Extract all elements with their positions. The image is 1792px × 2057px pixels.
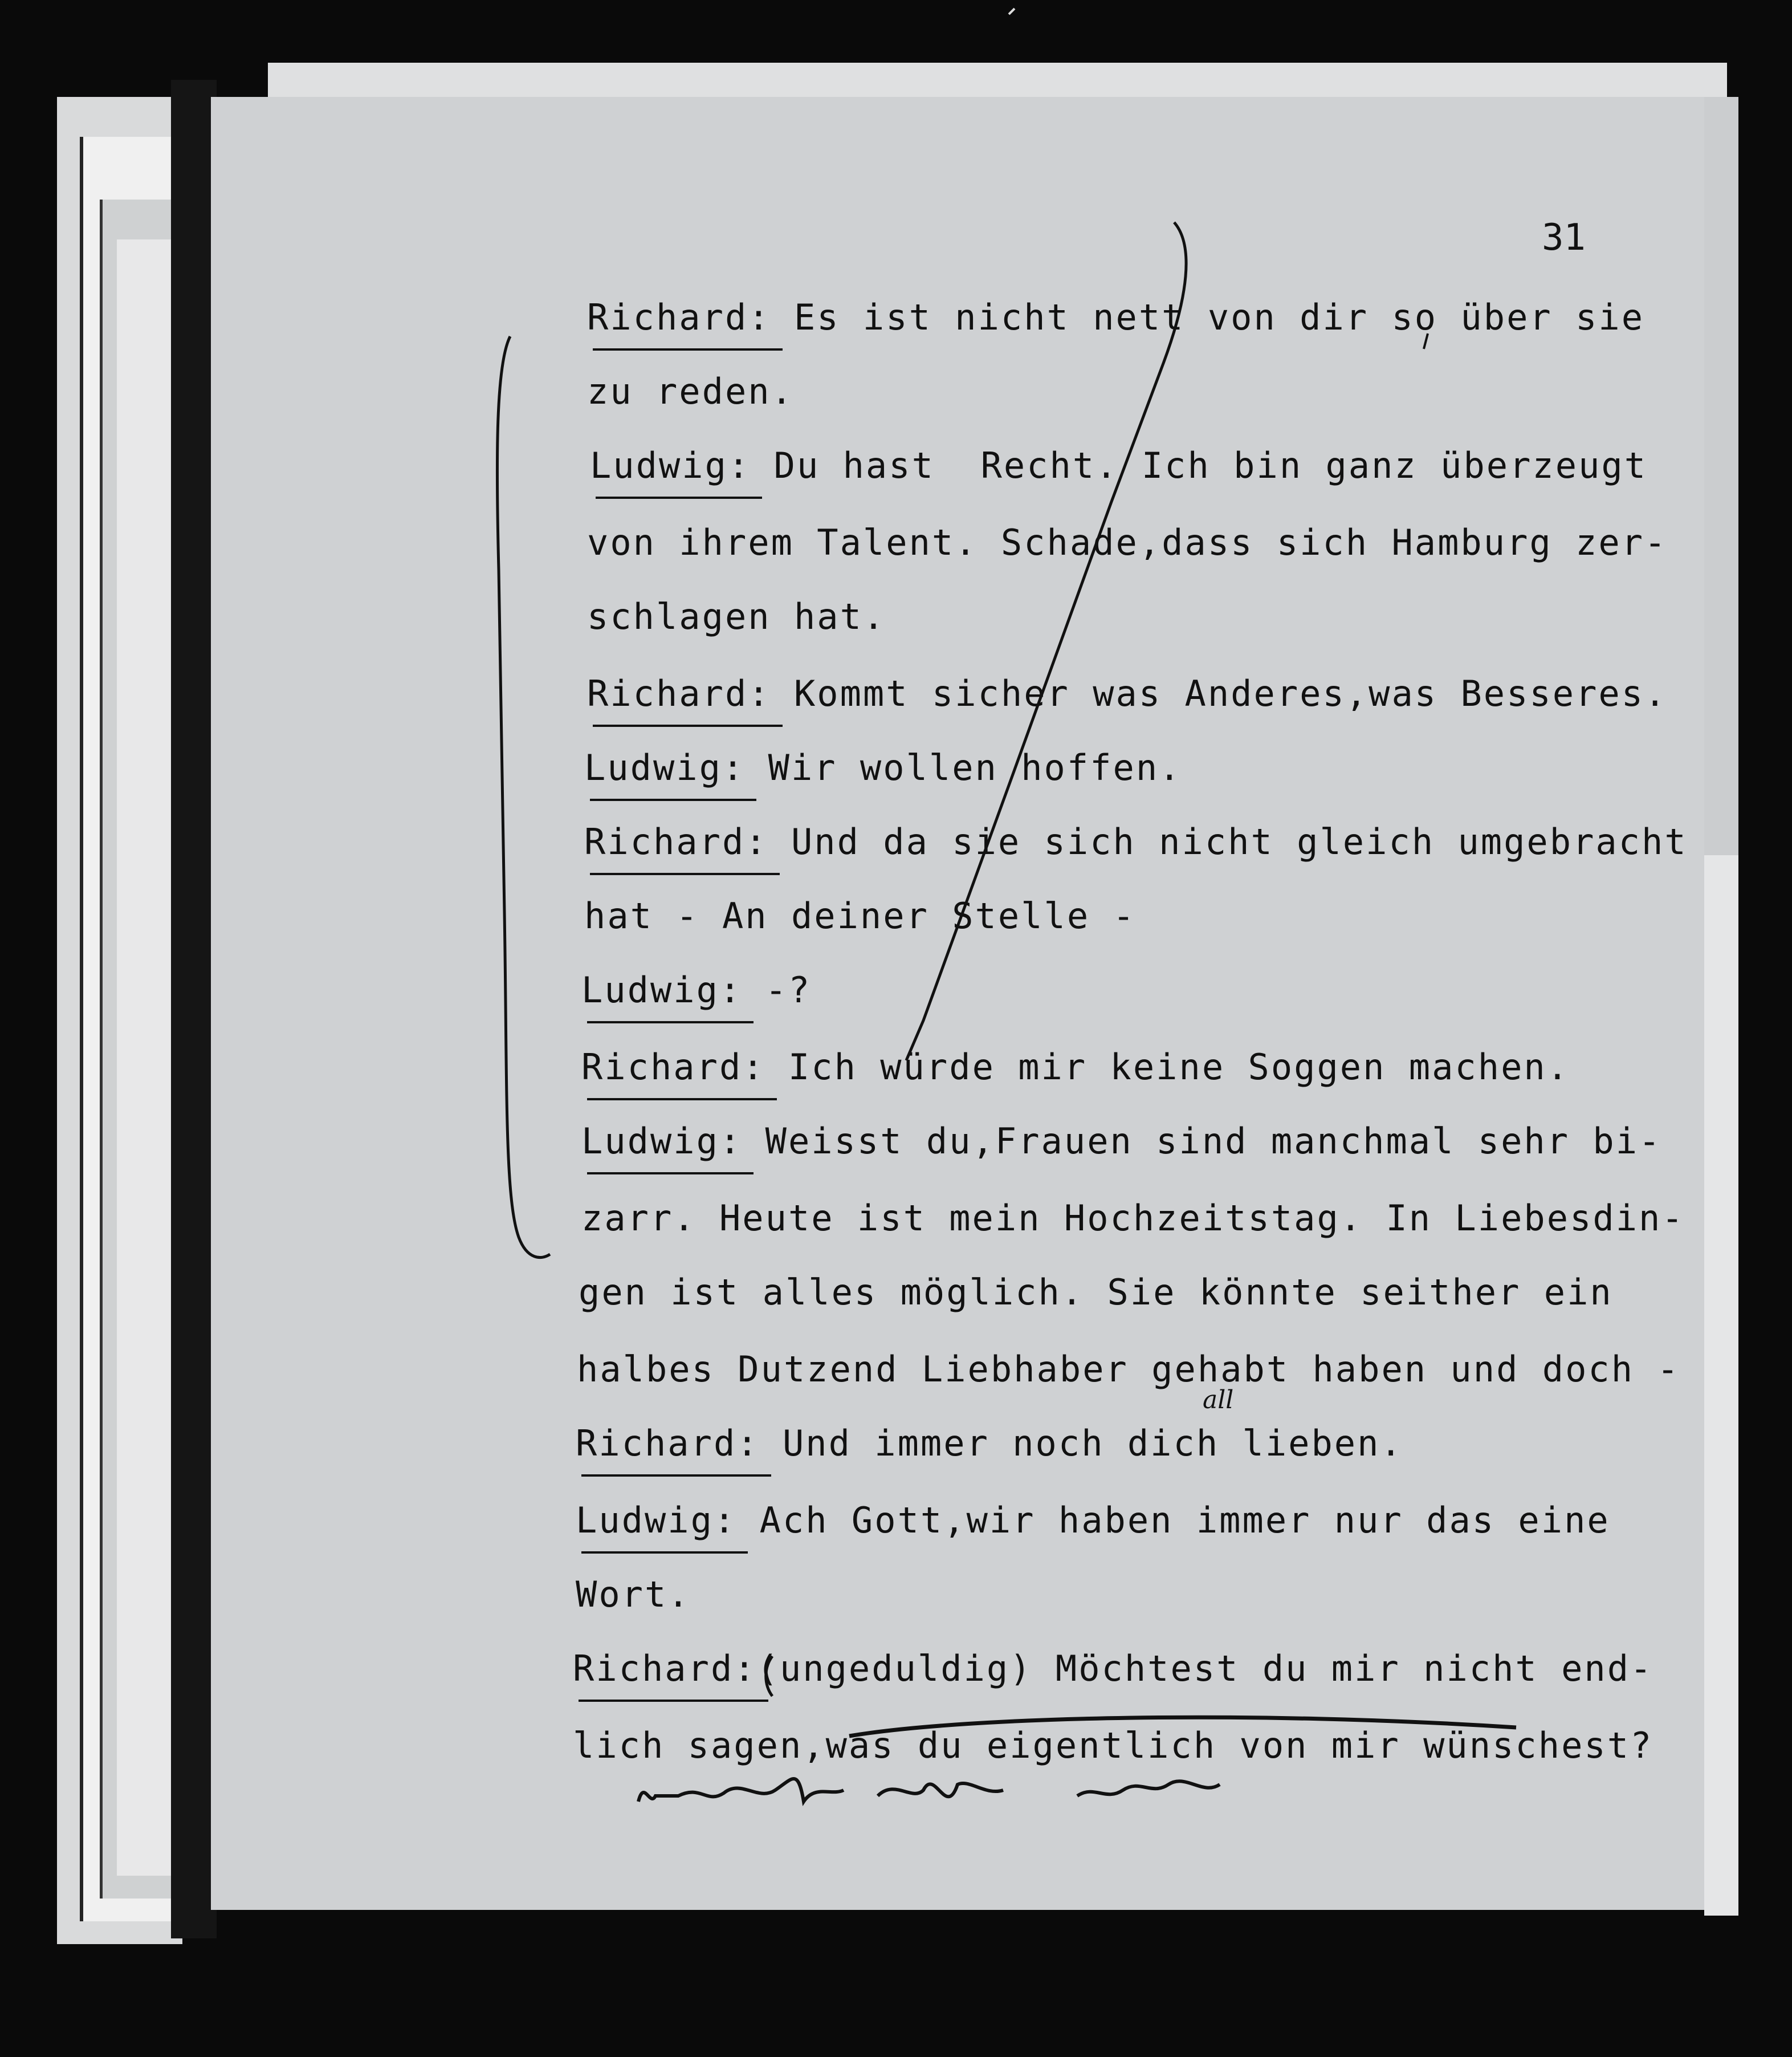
speaker-label: Richard: [584,821,768,863]
line-text: (ungeduldig) Möchtest du mir nicht end- [756,1648,1653,1689]
line-text: Wir wollen hoffen. [745,747,1182,788]
line-text: -? [742,969,812,1011]
top-stroke [1009,9,1015,14]
insertion-comma [1424,334,1428,349]
speaker-label: Richard: [576,1422,760,1464]
handwritten-note-scribble [638,1779,1220,1802]
speaker-label: Richard: [573,1648,757,1689]
line-text: zarr. Heute ist mein Hochzeitstag. In Liebesdin- [581,1197,1685,1239]
line-text: von ihrem Talent. Schade,dass sich Hamburg zer- [587,522,1668,563]
line-text: zu reden. [587,371,794,412]
speaker-label: Richard: [587,296,771,338]
line-text: halbes Dutzend Liebhaber gehabt haben und doch - [577,1348,1680,1390]
line-text: Kommt sicher was Anderes,was Besseres. [771,673,1668,714]
line-text: Weisst du,Frauen sind manchmal sehr bi- [742,1120,1662,1162]
line-text: hat - An deiner Stelle - [584,895,1136,937]
line-text: Und da sie sich nicht gleich umgebracht [768,821,1688,863]
speaker-label: Ludwig: [581,1120,743,1162]
line-text: Ich würde mir keine Soggen machen. [765,1046,1570,1088]
speaker-label: Ludwig: [590,445,751,486]
line-text: Es ist nicht nett von dir so über sie [771,296,1645,338]
strike-through-line [849,1717,1516,1736]
page-number: 31 [1542,217,1586,259]
handwritten-insertion-all: all [1203,1385,1234,1414]
speaker-label: Ludwig: [576,1499,737,1541]
line-text: Du hast Recht. Ich bin ganz überzeugt [751,445,1648,486]
line-text: lich sagen,was du eigentlich von mir wünschest? [573,1725,1653,1766]
speaker-label: Richard: [581,1046,765,1088]
speaker-label: Ludwig: [584,747,746,788]
margin-bracket [497,336,550,1258]
handwritten-bottom-note [638,1813,821,1832]
speaker-label: Ludwig: [581,969,743,1011]
diagonal-strike-line [906,222,1186,1060]
line-text: Und immer noch dich lieben. [759,1422,1403,1464]
line-text: Wort. [576,1574,691,1615]
parenthesis-mark [766,1656,772,1696]
line-text: schlagen hat. [587,596,886,637]
speaker-label: Richard: [587,673,771,714]
line-text: gen ist alles möglich. Sie könnte seither ein [579,1271,1613,1313]
line-text: Ach Gott,wir haben immer nur das eine [736,1499,1610,1541]
